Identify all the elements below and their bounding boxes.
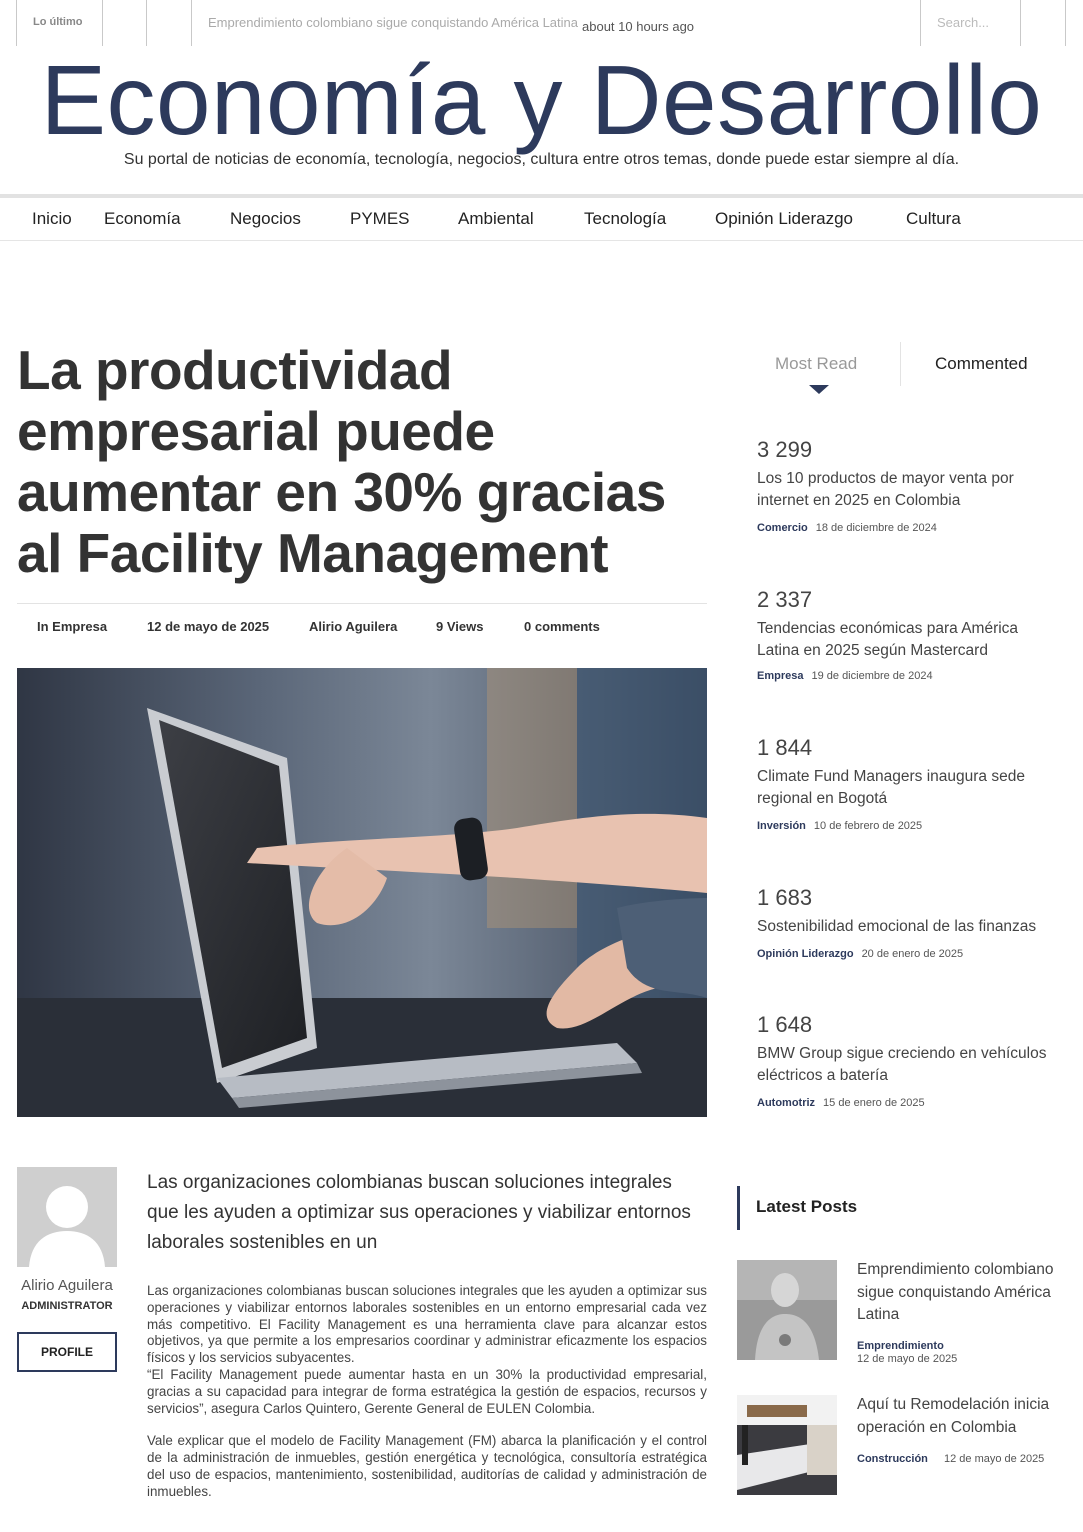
most-read-item bbox=[757, 735, 1057, 832]
most-read-count: 1 648 bbox=[757, 1012, 813, 1037]
most-read-category[interactable]: Empresa bbox=[757, 670, 804, 682]
top-bar bbox=[0, 0, 1083, 46]
search-button[interactable] bbox=[1020, 0, 1066, 46]
site-tagline: Su portal de noticias de economía, tecnología, negocios, cultura entre otros temas, donde puede estar siempre al día. bbox=[123, 151, 960, 168]
ticker-headline[interactable]: Emprendimiento colombiano sigue conquistando América Latina bbox=[208, 15, 578, 30]
active-tab-indicator bbox=[809, 385, 829, 394]
portrait-photo bbox=[737, 1260, 837, 1360]
most-read-date: 19 de diciembre de 2024 bbox=[811, 670, 933, 682]
most-read-title[interactable]: BMW Group sigue creciendo en vehículos eléctricos a batería bbox=[757, 1045, 1047, 1084]
most-read-item bbox=[757, 437, 1057, 534]
menu-item-cultura[interactable]: Cultura bbox=[906, 209, 961, 228]
main-menu bbox=[0, 198, 1083, 241]
avatar[interactable] bbox=[17, 1167, 117, 1267]
latest-label: Lo último bbox=[16, 0, 102, 46]
menu-item-tecnologia[interactable]: Tecnología bbox=[584, 209, 667, 228]
tab-divider bbox=[900, 342, 901, 386]
most-read-item bbox=[757, 1012, 1057, 1109]
site-logo[interactable]: Economía y Desarrollo bbox=[40, 45, 1043, 155]
most-read-category[interactable]: Opinión Liderazgo bbox=[757, 948, 854, 960]
most-read-date: 10 de febrero de 2025 bbox=[813, 820, 923, 832]
most-read-count: 1 844 bbox=[757, 735, 813, 760]
most-read-category[interactable]: Comercio bbox=[757, 522, 808, 534]
menu-item-inicio[interactable]: Inicio bbox=[32, 209, 72, 228]
most-read-title[interactable]: Tendencias económicas para América Latina en 2025 según Mastercard bbox=[757, 620, 1019, 659]
most-read-date: 18 de diciembre de 2024 bbox=[815, 522, 937, 534]
menu-item-negocios[interactable]: Negocios bbox=[230, 209, 301, 228]
most-read-count: 3 299 bbox=[757, 437, 813, 462]
article-author[interactable]: Alirio Aguilera bbox=[309, 619, 398, 634]
author-role: ADMINISTRATOR bbox=[21, 1300, 113, 1312]
latest-post-category[interactable]: Emprendimiento bbox=[857, 1340, 944, 1352]
latest-post-thumbnail[interactable] bbox=[737, 1260, 837, 1360]
meta-divider bbox=[17, 603, 707, 604]
article-paragraph: “El Facility Management puede aumentar hasta en un 30% la productividad empresarial, gracias a su capacidad para integrar de forma estratégica la gestión de espacios, recursos y servicios”, asegura Carlos Quintero, Gerente General de EULEN Colombia. bbox=[147, 1366, 707, 1416]
article-hero-image bbox=[17, 668, 707, 1117]
latest-post-title[interactable]: Emprendimiento colombiano sigue conquistando América Latina bbox=[857, 1261, 1054, 1323]
most-read-date: 15 de enero de 2025 bbox=[823, 1097, 925, 1109]
article-title: La productividad empresarial puede aumentar en 30% gracias al Facility Management bbox=[17, 339, 666, 584]
article-lead: Las organizaciones colombianas buscan soluciones integrales que les ayuden a optimizar sus operaciones y viabilizar entornos laborales sostenibles en un bbox=[147, 1172, 691, 1253]
sidebar-tabs bbox=[737, 340, 1067, 388]
article-date: 12 de mayo de 2025 bbox=[147, 619, 270, 634]
most-read-item bbox=[757, 885, 1057, 960]
latest-post-title[interactable]: Aquí tu Remodelación inicia operación en Colombia bbox=[857, 1396, 1050, 1436]
most-read-date: 20 de enero de 2025 bbox=[861, 948, 964, 960]
ticker-next-button[interactable] bbox=[146, 0, 191, 46]
news-ticker[interactable] bbox=[191, 0, 751, 46]
kitchen-photo bbox=[737, 1395, 837, 1495]
most-read-category[interactable]: Automotriz bbox=[757, 1097, 816, 1109]
article-views: 9 Views bbox=[436, 619, 484, 634]
most-read-category[interactable]: Inversión bbox=[757, 820, 806, 832]
latest-post-date: 12 de mayo de 2025 bbox=[944, 1453, 1045, 1465]
latest-post-thumbnail[interactable] bbox=[737, 1395, 837, 1495]
menu-item-opinion-liderazgo[interactable]: Opinión Liderazgo bbox=[715, 209, 853, 228]
most-read-item bbox=[757, 587, 1057, 682]
latest-post-category[interactable]: Construcción bbox=[857, 1453, 928, 1465]
author-name[interactable]: Alirio Aguilera bbox=[21, 1277, 113, 1294]
menu-item-economia[interactable]: Economía bbox=[104, 209, 181, 228]
tab-most-read[interactable]: Most Read bbox=[775, 354, 858, 373]
tab-commented[interactable]: Commented bbox=[935, 354, 1028, 373]
most-read-count: 1 683 bbox=[757, 885, 813, 910]
article-body bbox=[147, 1283, 707, 1501]
profile-button[interactable]: PROFILE bbox=[17, 1332, 117, 1372]
ticker-prev-button[interactable] bbox=[102, 0, 146, 46]
search-input[interactable]: Search... bbox=[920, 0, 1020, 46]
article-category[interactable]: In Empresa bbox=[37, 619, 108, 634]
menu-item-ambiental[interactable]: Ambiental bbox=[458, 209, 534, 228]
user-silhouette-icon bbox=[17, 1167, 117, 1267]
laptop-photo bbox=[17, 668, 707, 1117]
article-paragraph: Vale explicar que el modelo de Facility Management (FM) abarca la planificación y el control de la administración de inmuebles, gestión energética y tecnológica, consultoría estratégica del uso de espacios, mantenimiento, sostenibilidad, auditorías de calidad y administración de inmuebles. bbox=[147, 1433, 707, 1499]
article-comments[interactable]: 0 comments bbox=[524, 619, 600, 634]
most-read-title[interactable]: Los 10 productos de mayor venta por internet en 2025 en Colombia bbox=[757, 470, 1014, 509]
most-read-count: 2 337 bbox=[757, 587, 813, 612]
menu-item-pymes[interactable]: PYMES bbox=[350, 209, 410, 228]
latest-post-date: 12 de mayo de 2025 bbox=[857, 1353, 958, 1365]
ticker-time: about 10 hours ago bbox=[582, 19, 695, 34]
latest-posts-heading: Latest Posts bbox=[737, 1186, 1067, 1230]
most-read-title[interactable]: Climate Fund Managers inaugura sede regional en Bogotá bbox=[757, 768, 1025, 807]
article-paragraph: Las organizaciones colombianas buscan soluciones integrales que les ayuden a optimizar sus operaciones y viabilizar entornos laborales sostenibles en un entorno empresarial cada vez más competitivo. El Facility Management es una herramienta clave para alcanzar estos objetivos, ya que permite a los empresarios coordinar y administrar eficazmente los espacios físicos y los servicios subyacentes. bbox=[147, 1283, 707, 1366]
most-read-title[interactable]: Sostenibilidad emocional de las finanzas bbox=[757, 918, 1037, 935]
